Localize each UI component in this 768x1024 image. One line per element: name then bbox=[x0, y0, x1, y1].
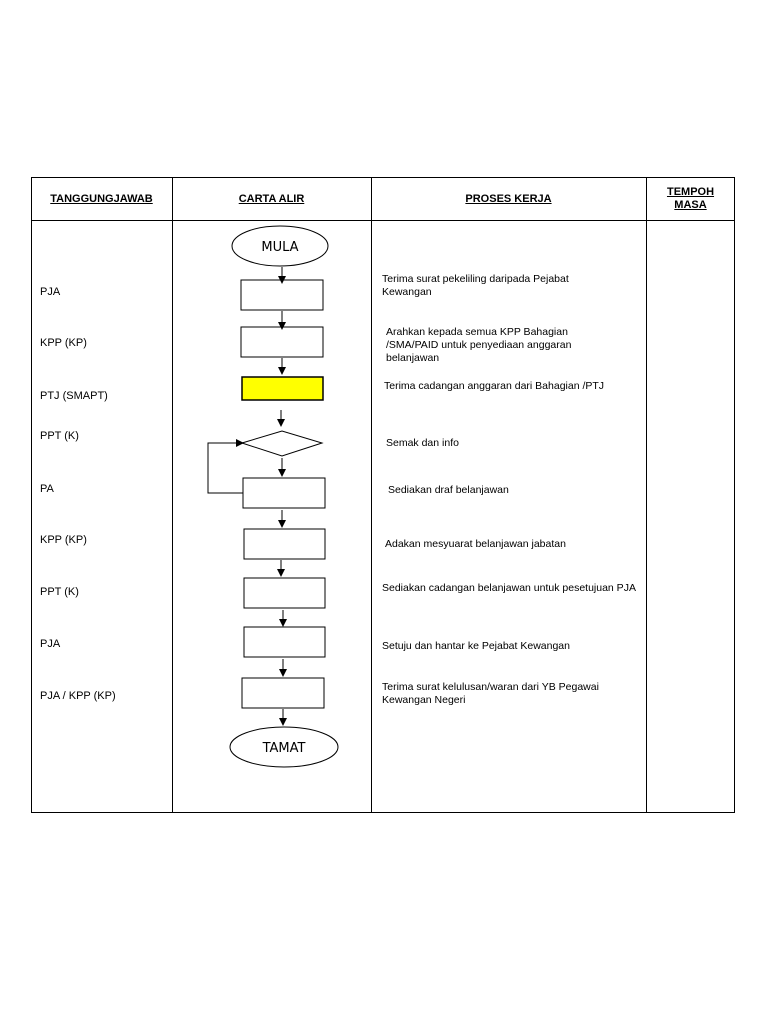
process-box bbox=[243, 478, 325, 508]
responsibility-cell: PJA / KPP (KP) bbox=[40, 690, 116, 702]
process-box-highlighted bbox=[242, 377, 323, 400]
process-cell: Sediakan cadangan belanjawan untuk pesetujuan PJA bbox=[382, 582, 636, 594]
header-duration-line2: MASA bbox=[674, 199, 707, 211]
process-cell: Setuju dan hantar ke Pejabat Kewangan bbox=[382, 640, 570, 652]
process-box bbox=[244, 529, 325, 559]
process-box bbox=[241, 280, 323, 310]
process-cell: Terima surat kelulusan/waran dari YB Pegawai Kewangan Negeri bbox=[382, 681, 599, 706]
header-duration-line1: TEMPOH bbox=[666, 186, 715, 198]
responsibility-cell: PJA bbox=[40, 638, 61, 650]
start-label: MULA bbox=[261, 240, 299, 255]
process-cell: Semak dan info bbox=[386, 437, 459, 449]
responsibility-cell: PA bbox=[40, 483, 54, 495]
process-box bbox=[244, 627, 325, 657]
responsibility-cell: KPP (KP) bbox=[40, 337, 87, 349]
responsibility-cell: PTJ (SMAPT) bbox=[40, 390, 108, 402]
decision-diamond bbox=[242, 431, 322, 456]
process-cell: Adakan mesyuarat belanjawan jabatan bbox=[385, 538, 566, 550]
header-responsibility: TANGGUNGJAWAB bbox=[50, 192, 153, 205]
process-cell: Arahkan kepada semua KPP Bahagian /SMA/PAID untuk penyediaan anggaran belanjawan bbox=[386, 326, 572, 364]
end-label: TAMAT bbox=[262, 741, 306, 756]
process-box bbox=[241, 327, 323, 357]
responsibility-cell: PPT (K) bbox=[40, 586, 79, 598]
responsibility-cell: KPP (KP) bbox=[40, 534, 87, 546]
process-cell: Terima surat pekeliling daripada Pejabat Kewangan bbox=[382, 273, 569, 298]
responsibility-cell: PPT (K) bbox=[40, 430, 79, 442]
responsibility-cell: PJA bbox=[40, 286, 61, 298]
process-box bbox=[242, 678, 324, 708]
process-cell: Terima cadangan anggaran dari Bahagian /PTJ bbox=[384, 380, 605, 392]
header-process: PROSES KERJA bbox=[465, 192, 552, 205]
process-cell: Sediakan draf belanjawan bbox=[388, 484, 509, 496]
feedback-loop-arrow bbox=[208, 443, 243, 493]
process-box bbox=[244, 578, 325, 608]
header-flowchart: CARTA ALIR bbox=[238, 192, 305, 205]
